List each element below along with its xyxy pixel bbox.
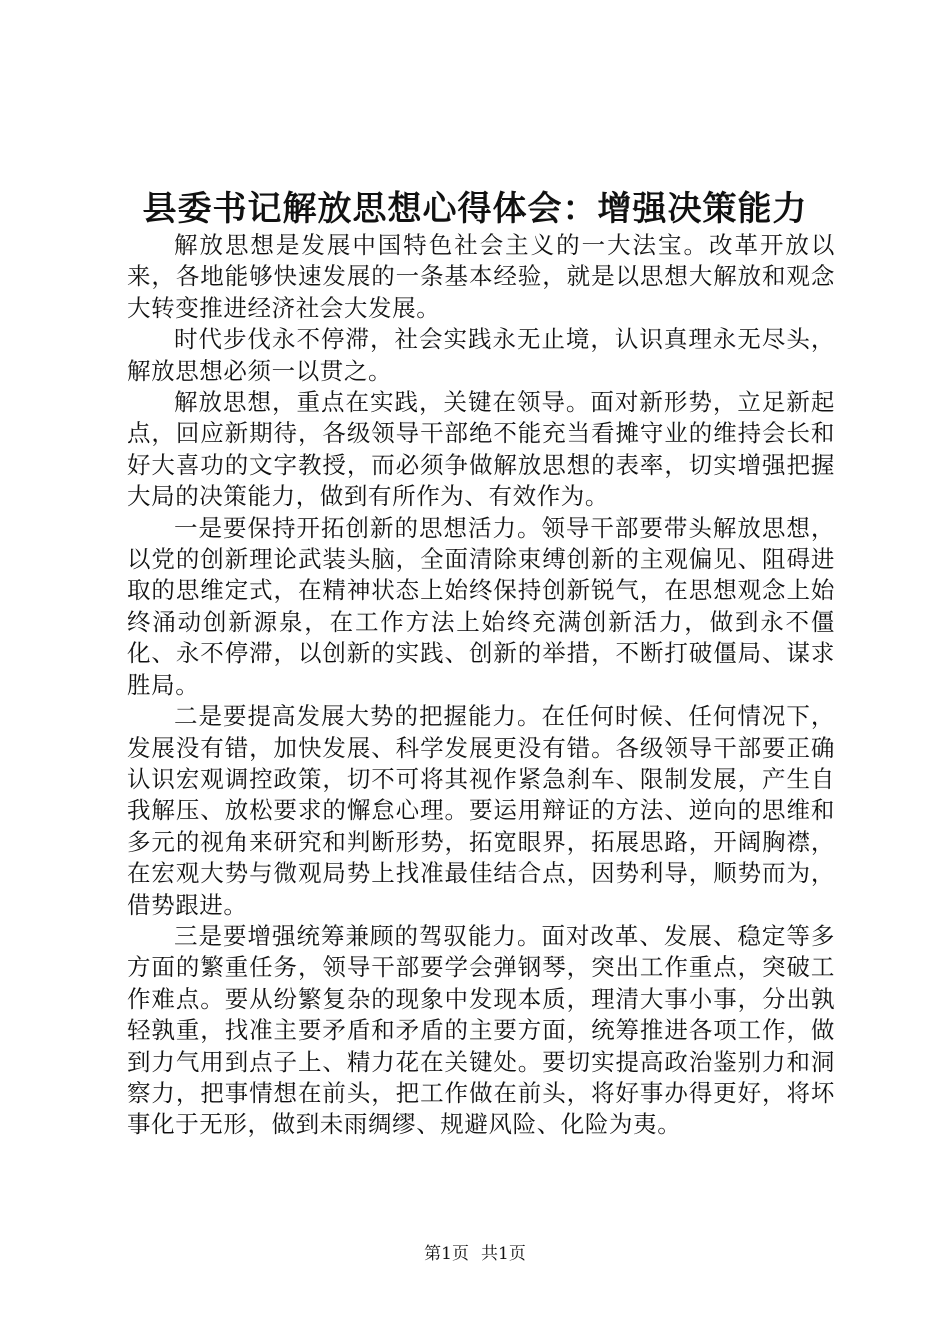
page-number-total: 共1页 (481, 1244, 526, 1264)
document-body (127, 230, 835, 1141)
document-title: 县委书记解放思想心得体会：增强决策能力 (142, 189, 808, 229)
paragraph: 二是要提高发展大势的把握能力。在任何时候、任何情况下，发展没有错，加快发展、科学发展更没有错。各级领导干部要正确认识宏观调控政策，切不可将其视作紧急刹车、限制发展，产生自我解压、放松要求的懈怠心理。要运用辩证的方法、逆向的思维和多元的视角来研究和判断形势，拓宽眼界，拓展思路，开阔胸襟，在宏观大势与微观局势上找准最佳结合点，因势利导，顺势而为，借势跟进。 (127, 702, 835, 919)
page-number-current: 第1页 (424, 1244, 469, 1264)
paragraph: 一是要保持开拓创新的思想活力。领导干部要带头解放思想，以党的创新理论武装头脑，全面清除束缚创新的主观偏见、阻碍进取的思维定式，在精神状态上始终保持创新锐气，在思想观念上始终涌动创新源泉，在工作方法上始终充满创新活力，做到永不僵化、永不停滞，以创新的实践、创新的举措，不断打破僵局、谋求胜局。 (127, 513, 835, 699)
page-footer (0, 1242, 950, 1266)
paragraph: 解放思想，重点在实践，关键在领导。面对新形势，立足新起点，回应新期待，各级领导干部绝不能充当看摊守业的维持会长和好大喜功的文字教授，而必须争做解放思想的表率，切实增强把握大局的决策能力，做到有所作为、有效作为。 (127, 388, 835, 511)
paragraph: 解放思想是发展中国特色社会主义的一大法宝。改革开放以来，各地能够快速发展的一条基本经验，就是以思想大解放和观念大转变推进经济社会大发展。 (127, 231, 835, 322)
paragraph: 三是要增强统筹兼顾的驾驭能力。面对改革、发展、稳定等多方面的繁重任务，领导干部要学会弹钢琴，突出工作重点，突破工作难点。要从纷繁复杂的现象中发现本质，理清大事小事，分出孰轻孰重，找准主要矛盾和矛盾的主要方面，统筹推进各项工作，做到力气用到点子上、精力花在关键处。要切实提高政治鉴别力和洞察力，把事情想在前头，把工作做在前头，将好事办得更好，将坏事化于无形，做到未雨绸缪、规避风险、化险为夷。 (127, 921, 835, 1139)
paragraph: 时代步伐永不停滞，社会实践永无止境，认识真理永无尽头，解放思想必须一以贯之。 (127, 325, 835, 385)
